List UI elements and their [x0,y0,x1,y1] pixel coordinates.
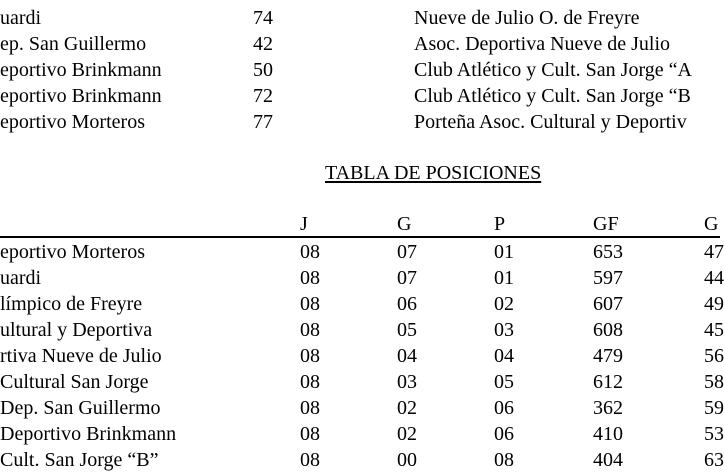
result-right-team: Asoc. Deportiva Nueve de Julio [414,33,671,55]
cell-gc: 47 [704,241,724,263]
cell-j: 08 [300,267,320,289]
cell-p: 01 [494,267,514,289]
team-name: rtiva Nueve de Julio [0,345,162,367]
team-name: uardi [0,267,42,289]
cell-g: 03 [397,371,417,393]
cell-g: 02 [397,423,417,445]
cell-g: 07 [397,241,417,263]
cell-p: 03 [494,319,514,341]
cell-gc: 49 [704,293,724,315]
cell-gc: 45 [704,319,724,341]
result-right-team: Porteña Asoc. Cultural y Deportiv [414,111,687,133]
team-name: Cultural San Jorge [0,371,149,393]
header-p: P [494,213,506,235]
team-name: Cult. San Jorge “B” [0,449,159,471]
cell-j: 08 [300,241,320,263]
cell-p: 06 [494,423,514,445]
header-gc: G [704,213,719,235]
cell-gc: 63 [704,449,724,471]
cell-p: 06 [494,397,514,419]
cell-p: 04 [494,345,514,367]
cell-j: 08 [300,449,320,471]
result-score: 72 [253,85,273,107]
cell-g: 02 [397,397,417,419]
cell-gc: 44 [704,267,724,289]
cell-gf: 362 [593,397,623,419]
cell-g: 00 [397,449,417,471]
result-score: 50 [253,59,273,81]
cell-gc: 56 [704,345,724,367]
cell-gf: 597 [593,267,623,289]
cell-g: 07 [397,267,417,289]
result-score: 74 [253,7,273,29]
cell-p: 08 [494,449,514,471]
cell-j: 08 [300,319,320,341]
team-name: Dep. San Guillermo [0,397,161,419]
cell-g: 06 [397,293,417,315]
team-name: límpico de Freyre [0,293,143,315]
header-rule [0,236,720,238]
cell-gf: 410 [593,423,623,445]
team-name: Deportivo Brinkmann [0,423,177,445]
cell-gc: 59 [704,397,724,419]
cell-gf: 479 [593,345,623,367]
header-j: J [300,213,308,235]
header-gf: GF [593,213,619,235]
result-left-team: eportivo Brinkmann [0,59,162,81]
cell-j: 08 [300,397,320,419]
result-score: 42 [253,33,273,55]
cell-gf: 608 [593,319,623,341]
cell-p: 05 [494,371,514,393]
cell-gf: 653 [593,241,623,263]
cell-g: 04 [397,345,417,367]
cell-p: 01 [494,241,514,263]
result-left-team: eportivo Morteros [0,111,145,133]
result-right-team: Club Atlético y Cult. San Jorge “B [414,85,691,107]
header-g: G [397,213,412,235]
result-left-team: ep. San Guillermo [0,33,147,55]
result-right-team: Nueve de Julio O. de Freyre [414,7,640,29]
result-left-team: eportivo Brinkmann [0,85,162,107]
cell-gf: 404 [593,449,623,471]
cell-j: 08 [300,371,320,393]
result-right-team: Club Atlético y Cult. San Jorge “A [414,59,692,81]
cell-gc: 58 [704,371,724,393]
cell-gc: 53 [704,423,724,445]
cell-gf: 607 [593,293,623,315]
result-score: 77 [253,111,273,133]
team-name: eportivo Morteros [0,241,145,263]
cell-p: 02 [494,293,514,315]
standings-title: TABLA DE POSICIONES [325,162,542,184]
cell-g: 05 [397,319,417,341]
cell-j: 08 [300,345,320,367]
cell-j: 08 [300,423,320,445]
team-name: ultural y Deportiva [0,319,153,341]
cell-gf: 612 [593,371,623,393]
cell-j: 08 [300,293,320,315]
result-left-team: uardi [0,7,42,29]
